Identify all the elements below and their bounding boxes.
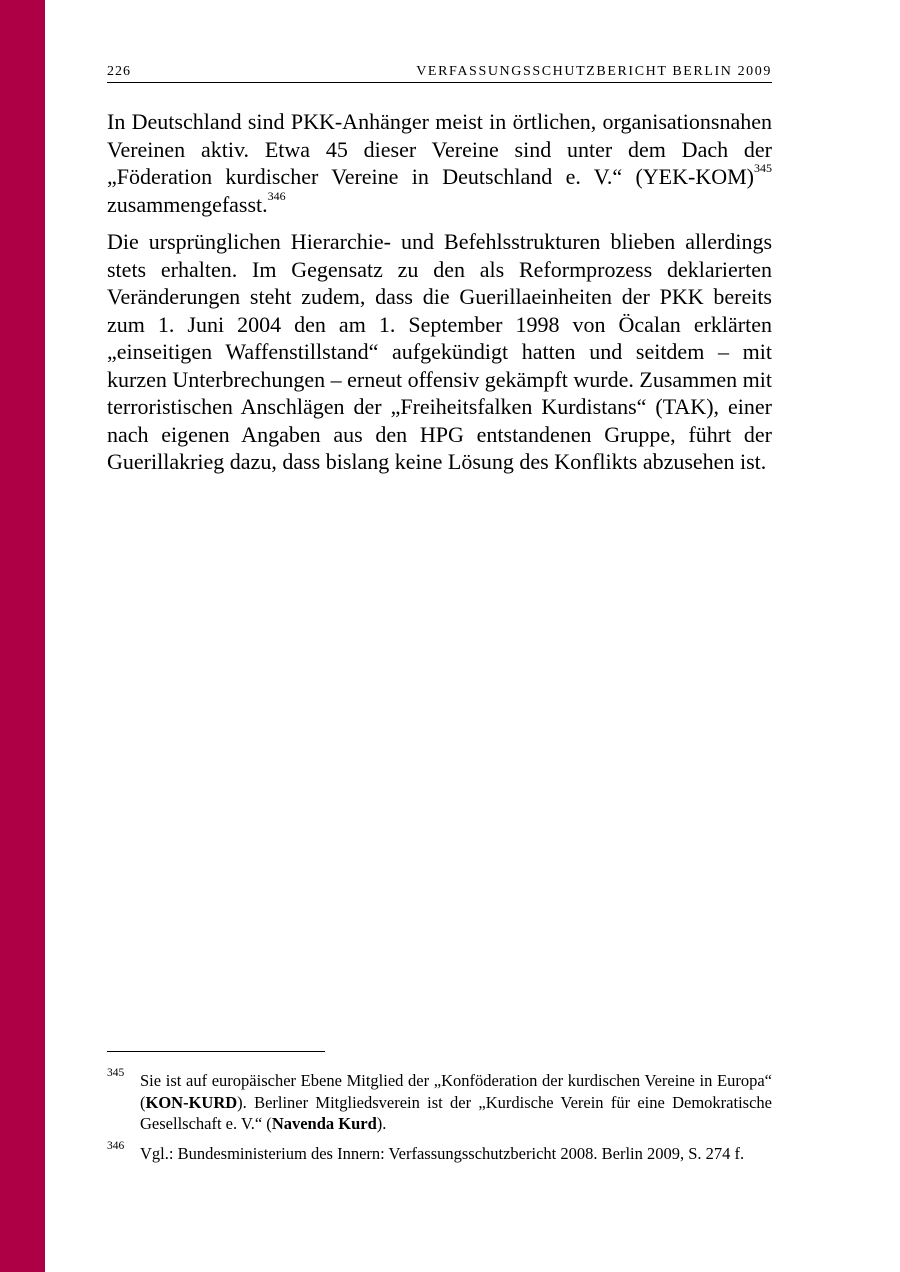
footnote-345 xyxy=(107,1067,772,1135)
footnote-346-text: Vgl.: Bundesministerium des Innern: Verfassungsschutzbericht 2008. Berlin 2009, S. 274 f. xyxy=(140,1143,745,1163)
footnote-separator xyxy=(107,1051,325,1052)
page-header xyxy=(107,62,772,83)
page-number: 226 xyxy=(107,64,131,79)
paragraph-1 xyxy=(107,108,772,218)
paragraph-1-text-b: zusammengefasst. xyxy=(107,191,268,217)
footnotes xyxy=(107,1067,772,1172)
footnote-ref-346: 346 xyxy=(267,188,286,203)
footnote-345-bold-a: KON-KURD xyxy=(145,1092,238,1112)
footnote-number-345: 345 xyxy=(107,1067,125,1079)
paragraph-1-text-a: In Deutschland sind PKK-Anhänger meist in örtlichen, organisationsnahen Vereinen aktiv. Etwa 45 dieser Vereine sind unter dem Dach der „Föderation kurdischer Vereine in Deutschland e. V.“ (YEK-KOM) xyxy=(107,109,772,189)
running-title: VERFASSUNGSSCHUTZBERICHT BERLIN 2009 xyxy=(416,64,772,79)
footnote-345-text-c: ). xyxy=(376,1114,387,1133)
paragraph-2: Die ursprünglichen Hierarchie- und Befehlsstrukturen blieben allerdings stets erhalten. Im Gegensatz zu den als Reformprozess deklarierten Veränderungen steht zudem, dass die Guerillaeinheiten der PKK bereits zum 1. Juni 2004 den am 1. September 1998 von Öcalan erklärten „einseitigen Waffenstillstand“ aufgekündigt hatten und seitdem – mit kurzen Unterbrechungen – erneut offensiv gekämpft wurde. Zusammen mit terroristischen Anschlägen der „Freiheitsfalken Kurdistans“ (TAK), einer nach eigenen Angaben aus den HPG entstandenen Gruppe, führt der Guerillakrieg dazu, dass bislang keine Lösung des Konflikts abzusehen ist. xyxy=(107,229,772,474)
footnote-345-text-b: ). Berliner Mitgliedsverein ist der „Kurdische Verein für eine Demokratische Gesellschaft e. V.“ ( xyxy=(140,1092,772,1133)
footnote-345-bold-b: Navenda Kurd xyxy=(271,1114,377,1133)
footnote-number-346: 346 xyxy=(107,1139,125,1152)
footnote-346 xyxy=(107,1139,772,1165)
footnote-ref-345: 345 xyxy=(754,161,772,175)
side-color-bar xyxy=(0,0,45,1272)
footnote-345-text-a: Sie ist auf europäischer Ebene Mitglied der „Konföderation der kurdischen Vereine in Europa“ ( xyxy=(140,1071,772,1112)
body-text xyxy=(107,108,772,486)
